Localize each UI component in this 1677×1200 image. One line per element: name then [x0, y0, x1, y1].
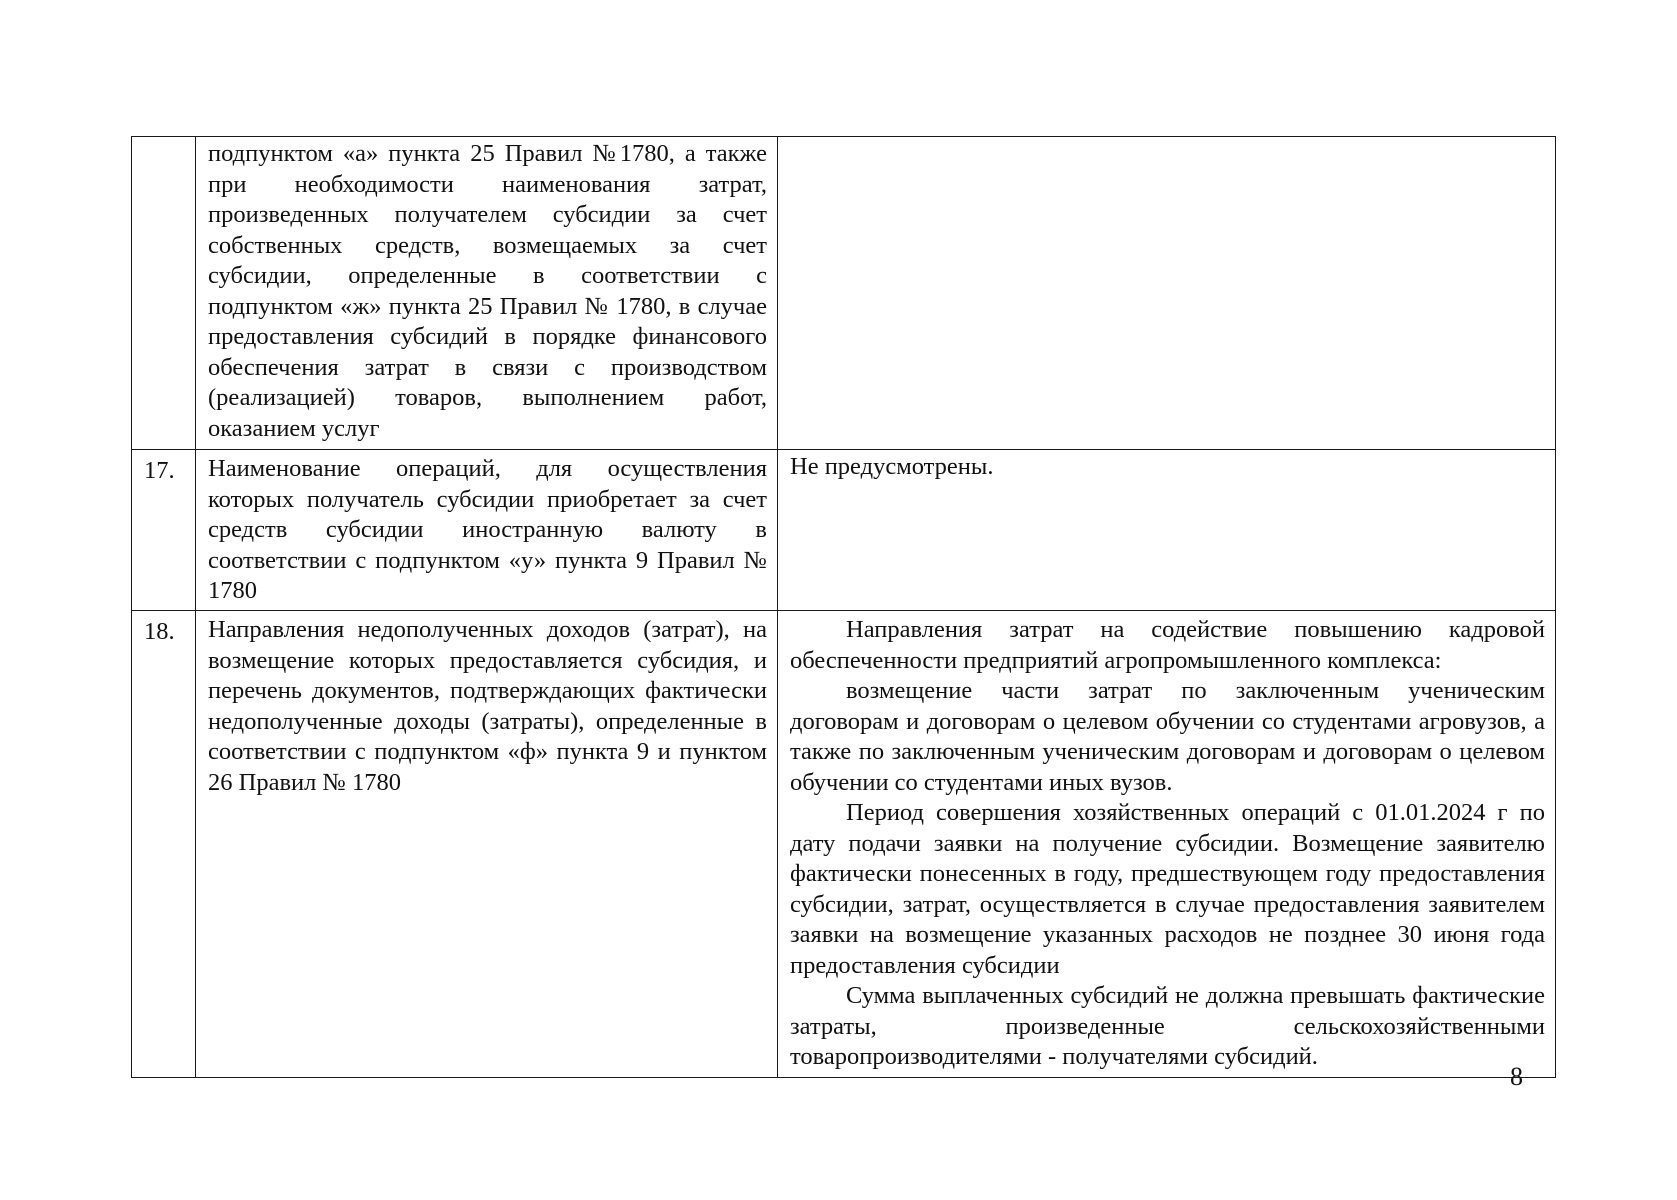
- row-name-cell: [196, 137, 778, 450]
- row-number-cell: [132, 137, 196, 450]
- description-paragraph: Период совершения хозяйственных операций с 01.01.2024 г по дату подачи заявки на получение субсидии. Возмещение заявителю фактически понесенных в году, предшествующем году предоставления субсидии, затрат, осуществляется в случае предоставления заявителем заявки на возмещение указанных расходов не позднее 30 июня года предоставления субсидии: [790, 799, 1545, 979]
- table-row: [132, 137, 1556, 450]
- row-name-cell: [196, 450, 778, 611]
- row-description-cell: [778, 450, 1556, 611]
- table-row: [132, 611, 1556, 1078]
- description-paragraph: Сумма выплаченных субсидий не должна превышать фактические затраты, произведенные сельскохозяйственными товаропроизводителями - получателями субсидий.: [790, 982, 1545, 1070]
- row-name-text: подпунктом «а» пункта 25 Правил №1780, а также при необходимости наименования затрат, произведенных получателем субсидии за счет собственных средств, возмещаемых за счет субсидии, определенные в соответствии с подпунктом «ж» пункта 25 Правил № 1780, в случае предоставления субсидий в порядке финансового обеспечения затрат в связи с производством (реализацией) товаров, выполнением работ, оказанием услуг: [208, 140, 767, 442]
- row-name-text: Наименование операций, для осуществления которых получатель субсидии приобретает за счет средств субсидии иностранную валюту в соответствии с подпунктом «у» пункта 9 Правил № 1780: [208, 455, 767, 604]
- row-name-text: Направления недополученных доходов (затрат), на возмещение которых предоставляется субсидия, и перечень документов, подтверждающих фактически недополученные доходы (затраты), определенные в соответствии с подпунктом «ф» пункта 9 и пунктом 26 Правил № 1780: [208, 616, 767, 796]
- row-name-cell: [196, 611, 778, 1078]
- description-paragraph: Направления затрат на содействие повышению кадровой обеспеченности предприятий агропромышленного комплекса:: [790, 616, 1545, 674]
- description-paragraph: Не предусмотрены.: [790, 453, 994, 480]
- requirements-table: [131, 136, 1556, 1078]
- row-description-cell: [778, 611, 1556, 1078]
- row-number-cell: 17.: [132, 450, 196, 611]
- page-number: 8: [1510, 1062, 1523, 1091]
- table-row: [132, 450, 1556, 611]
- row-number-cell: 18.: [132, 611, 196, 1078]
- description-paragraph: возмещение части затрат по заключенным ученическим договорам и договорам о целевом обучении со студентами агровузов, а также по заключенным ученическим договорам и договорам о целевом обучении со студентами иных вузов.: [790, 677, 1545, 796]
- row-description-cell: [778, 137, 1556, 450]
